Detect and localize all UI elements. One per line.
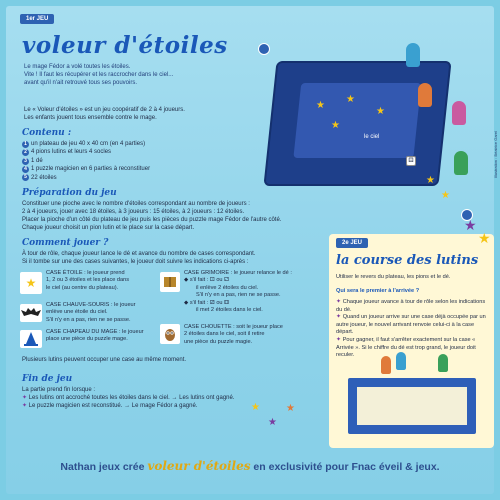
rules-sheet <box>6 6 498 494</box>
case-line: place une pièce du puzzle mage. <box>46 336 128 343</box>
list-item: ✦ Chaque joueur avance à tour de rôle selon les indications du dé. <box>336 299 486 313</box>
game1-tag: 1er JEU <box>20 14 54 24</box>
intro-line: Les enfants jouent tous ensemble contre le mage. <box>24 115 157 121</box>
elf-piece <box>406 43 420 67</box>
case-line: une pièce du puzzle magie. <box>184 338 253 345</box>
intro-text <box>24 63 249 87</box>
bat-case-icon <box>20 304 42 322</box>
comment-line: À tour de rôle, chaque joueur lance le dé et avance du nombre de cases correspondant. <box>22 251 256 257</box>
footer-brand: voleur d'étoiles <box>147 459 251 473</box>
star-icon: ★ <box>286 403 295 414</box>
fin-heading: Fin de jeu <box>22 374 73 384</box>
list-item: 4 1 puzzle magicien en 6 parties à reconstituer <box>22 165 252 173</box>
board-illustration <box>256 41 498 226</box>
case-grimoire <box>184 270 324 314</box>
fin-text <box>22 386 327 410</box>
comment-heading: Comment jouer ? <box>22 238 109 248</box>
race-track <box>348 378 476 434</box>
case-line: 1, 2 ou 3 étoiles et les place dans <box>46 277 130 284</box>
star-icon: ★ <box>331 120 340 131</box>
case-chapeau <box>46 329 161 344</box>
prep-line: Placer la pioche d'un côté du plateau de jeu puis les pièces du puzzle mage Fédor de l'autre côté. <box>22 217 282 223</box>
case-line: il met 2 étoiles dans le ciel. <box>196 307 263 314</box>
star-icon: ★ <box>251 402 260 413</box>
intro-text-2 <box>24 106 249 122</box>
game-board <box>263 61 451 186</box>
elf-piece <box>418 83 432 107</box>
contenu-heading: Contenu : <box>22 128 72 138</box>
hat-case-icon <box>20 330 42 348</box>
list-item: ✦ Pour gagner, il faut s'arrêter exactement sur la case « Arrivée ». Si le chiffre du dé est trop grand, le joueur doit reculer. <box>336 336 476 359</box>
list-item: 2 4 pions lutins et leurs 4 socles <box>22 148 252 156</box>
prep-line: Chaque joueur choisit un pion lutin et le place sur la case départ. <box>22 225 195 231</box>
elf-piece <box>396 352 406 370</box>
comment-line: Si il tombe sur une des cases suivantes, le joueur doit suivre les indications ci-après : <box>22 259 249 265</box>
star-icon: ★ <box>316 100 325 111</box>
intro-line: Le mage Fédor a volé toutes les étoiles. <box>24 64 131 70</box>
die-face-icon: ⚂ ou ⚃ <box>209 299 229 306</box>
case-line: CASE CHAUVE-SOURIS : le joueur <box>46 302 136 308</box>
list-item: 5 22 étoiles <box>22 174 252 182</box>
case-line: ◆ s'il fait : ⚂ ou ⚃ <box>184 299 229 306</box>
case-line: S'il n'y en a pas, rien ne se passe. <box>196 292 281 299</box>
prep-line: Constituer une pioche avec le nombre d'étoiles correspondant au nombre de joueurs : <box>22 201 250 207</box>
board-label: le ciel <box>364 134 380 140</box>
game2-intro: Utiliser le revers du plateau, les pions et le dé. <box>336 274 451 280</box>
case-line: 2 étoiles dans le ciel, soit il retire <box>184 331 265 338</box>
intro-line: Vite ! Il faut les récupérer et les raccrocher dans le ciel... <box>24 72 174 78</box>
fin-line: ✦ Les lutins ont accroché toutes les étoiles dans le ciel. → Les lutins ont gagné. <box>22 395 235 401</box>
elf-piece <box>454 151 468 175</box>
star-icon: ★ <box>426 175 435 186</box>
case-chouette <box>184 324 324 346</box>
case-etoile <box>46 270 156 292</box>
fin-line: ✦ Le puzzle magicien est reconstitué. → Le mage Fédor a gagné. <box>22 403 198 409</box>
elf-piece <box>452 101 466 125</box>
intro-line: Le « Voleur d'étoiles » est un jeu coopératif de 2 à 4 joueurs. <box>24 107 185 113</box>
case-line: ◆ s'il fait : ⚀ ou ⚁ <box>184 277 229 284</box>
star-icon: ★ <box>464 217 477 233</box>
elf-piece <box>438 354 448 372</box>
list-item: 1 un plateau de jeu 40 x 40 cm (en 4 parties) <box>22 140 252 148</box>
case-line: CASE CHOUETTE : soit le joueur place <box>184 324 283 330</box>
die-face-icon: ⚀ ou ⚁ <box>209 277 229 284</box>
die-icon: ⚃ <box>406 156 416 166</box>
illustration-credit: Illustration : Béatrice Garel <box>493 131 498 179</box>
star-icon: ★ <box>346 94 355 105</box>
prep-heading: Préparation du jeu <box>22 188 117 198</box>
case-line: enlève une étoile du ciel. <box>46 309 108 316</box>
star-icon: ★ <box>376 106 385 117</box>
comment-text <box>22 250 327 266</box>
contenu-list <box>22 140 252 182</box>
intro-line: avant qu'il n'ait retrouvé tous ses pouvoirs. <box>24 80 138 86</box>
fin-line: La partie prend fin lorsque : <box>22 387 96 393</box>
number-disc <box>258 43 270 55</box>
game2-question: Qui sera le premier à l'arrivée ? <box>336 288 420 294</box>
plusieurs-text: Plusieurs lutins peuvent occuper une case au même moment. <box>22 357 187 363</box>
footer <box>6 459 494 473</box>
case-line: S'il n'y en a pas, rien ne se passe. <box>46 316 131 323</box>
case-line: CASE ÉTOILE : le joueur prend <box>46 270 125 276</box>
star-icon: ★ <box>478 230 491 246</box>
case-line: il enlève 2 étoiles du ciel. <box>196 284 259 291</box>
owl-case-icon <box>160 324 180 344</box>
game2-title: la course des lutins <box>336 253 479 268</box>
list-item: 3 1 dé <box>22 157 252 165</box>
elf-piece <box>381 356 391 374</box>
game2-tag: 2e JEU <box>336 238 368 248</box>
book-case-icon <box>160 272 180 292</box>
footer-text: Nathan jeux crée <box>60 461 148 473</box>
board-sky <box>293 83 421 158</box>
case-line: CASE CHAPEAU DU MAGE : le joueur <box>46 329 144 335</box>
case-line: CASE GRIMOIRE : le joueur relance le dé : <box>184 270 292 276</box>
game2-rules <box>336 299 486 360</box>
star-icon: ★ <box>268 417 277 428</box>
star-icon: ★ <box>441 190 450 201</box>
star-case-icon: ★ <box>20 272 42 294</box>
case-line: le ciel (au centre du plateau). <box>46 284 119 291</box>
footer-text: en exclusivité pour Fnac éveil & jeux. <box>250 461 440 473</box>
list-item: ✦ Quand un joueur arrive sur une case déjà occupée par un autre joueur, le nouvel arrivant renvoie celui-ci à la case départ. <box>336 314 486 336</box>
prep-line: 2 à 4 joueurs, jouer avec 18 étoiles, à 3 joueurs : 15 étoiles, à 2 joueurs : 12 étoiles. <box>22 209 245 215</box>
case-chauve-souris <box>46 302 156 324</box>
page-title: voleur d'étoiles <box>22 32 228 59</box>
